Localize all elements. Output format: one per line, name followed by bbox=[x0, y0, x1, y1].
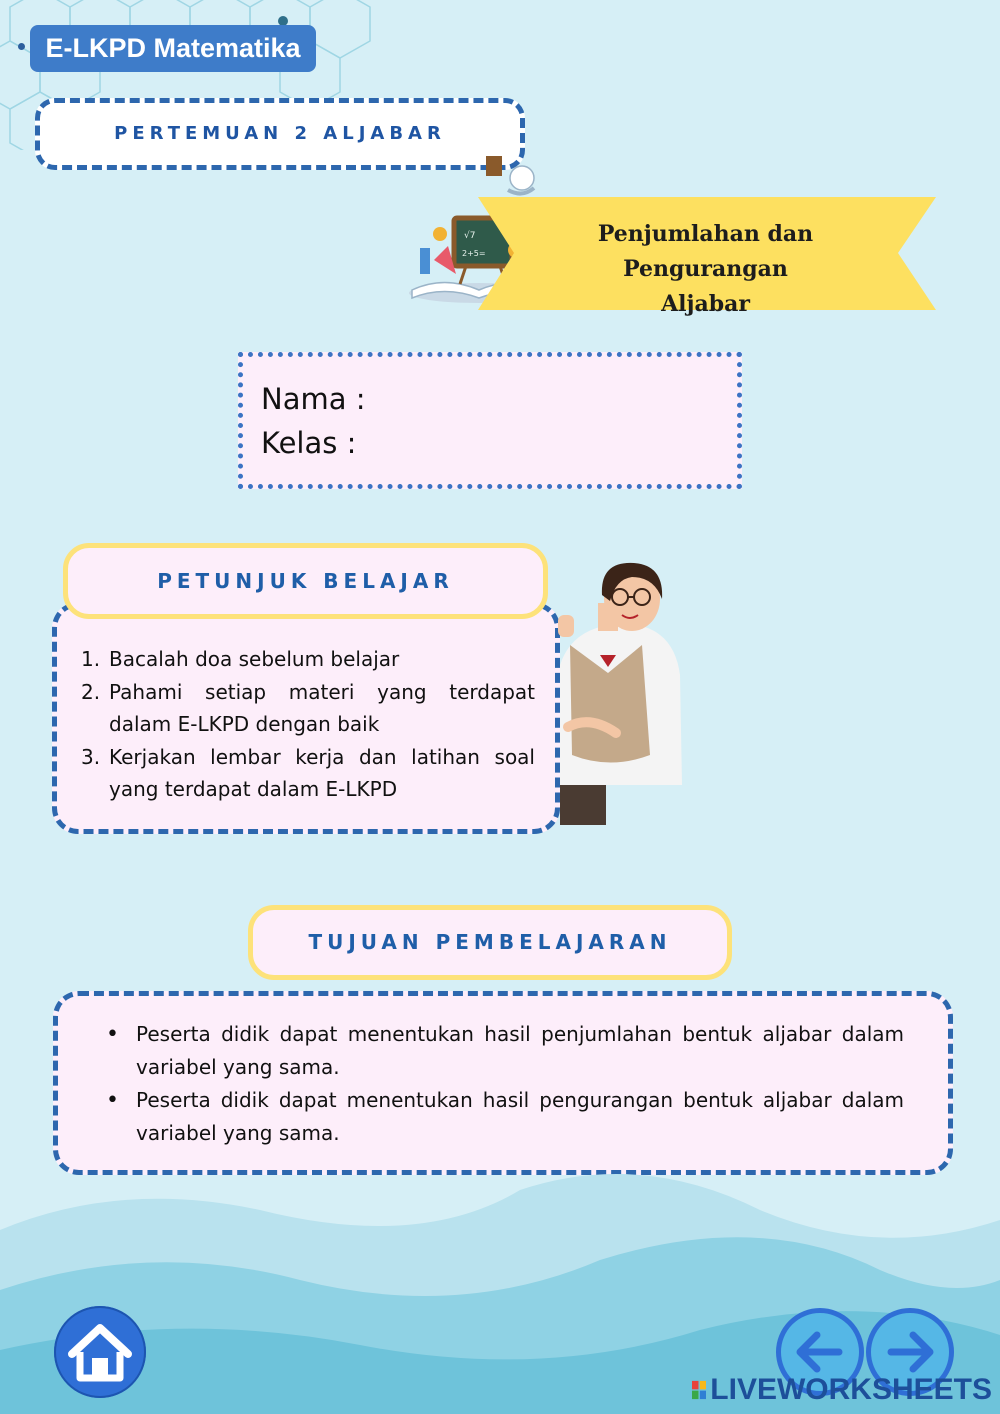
name-label: Nama : bbox=[261, 382, 366, 416]
class-label: Kelas : bbox=[261, 426, 357, 460]
topic-title bbox=[518, 217, 893, 322]
objective-item bbox=[106, 1084, 904, 1150]
brand-dot-decoration bbox=[18, 43, 25, 50]
instruction-text: Bacalah doa sebelum belajar bbox=[109, 647, 400, 671]
learning-instructions-title: PETUNJUK BELAJAR bbox=[63, 543, 548, 619]
topic-title-line-2: Aljabar bbox=[661, 291, 750, 317]
home-icon bbox=[54, 1306, 146, 1398]
instruction-text: Kerjakan lembar kerja dan latihan soal yang terdapat dalam E-LKPD bbox=[109, 744, 535, 801]
objective-text: Peserta didik dapat menentukan hasil penjumlahan bentuk aljabar dalam variabel yang sama. bbox=[136, 1022, 904, 1079]
home-button[interactable] bbox=[54, 1306, 146, 1398]
svg-text:√7: √7 bbox=[464, 231, 476, 241]
svg-text:2+5=: 2+5= bbox=[462, 249, 486, 258]
liveworksheets-watermark bbox=[692, 1372, 992, 1408]
learning-objectives-card bbox=[53, 991, 953, 1175]
student-identity-box bbox=[238, 352, 742, 489]
topic-ribbon bbox=[478, 197, 936, 317]
liveworksheets-logo-icon bbox=[692, 1376, 706, 1404]
watermark-text: LIVEWORKSHEETS bbox=[710, 1373, 992, 1406]
instruction-item bbox=[81, 643, 535, 676]
teacher-illustration bbox=[550, 555, 690, 827]
instruction-number: 3. bbox=[81, 744, 101, 769]
objective-text: Peserta didik dapat menentukan hasil pengurangan bentuk aljabar dalam variabel yang sama. bbox=[136, 1088, 904, 1145]
objective-item bbox=[106, 1018, 904, 1084]
instruction-item bbox=[81, 676, 535, 741]
instruction-text: Pahami setiap materi yang terdapat dalam E-LKPD dengan baik bbox=[109, 679, 535, 736]
bullet-icon: • bbox=[106, 1022, 119, 1047]
learning-instructions-card bbox=[52, 602, 560, 834]
instruction-number: 2. bbox=[81, 679, 101, 704]
instruction-item bbox=[81, 741, 535, 806]
brand-title: E-LKPD Matematika bbox=[30, 25, 316, 72]
meeting-title: PERTEMUAN 2 ALJABAR bbox=[35, 98, 525, 170]
learning-objectives-title: TUJUAN PEMBELAJARAN bbox=[248, 905, 732, 980]
bullet-icon: • bbox=[106, 1088, 119, 1113]
topic-title-line-1: Penjumlahan dan Pengurangan bbox=[597, 221, 814, 282]
instruction-number: 1. bbox=[81, 647, 101, 671]
